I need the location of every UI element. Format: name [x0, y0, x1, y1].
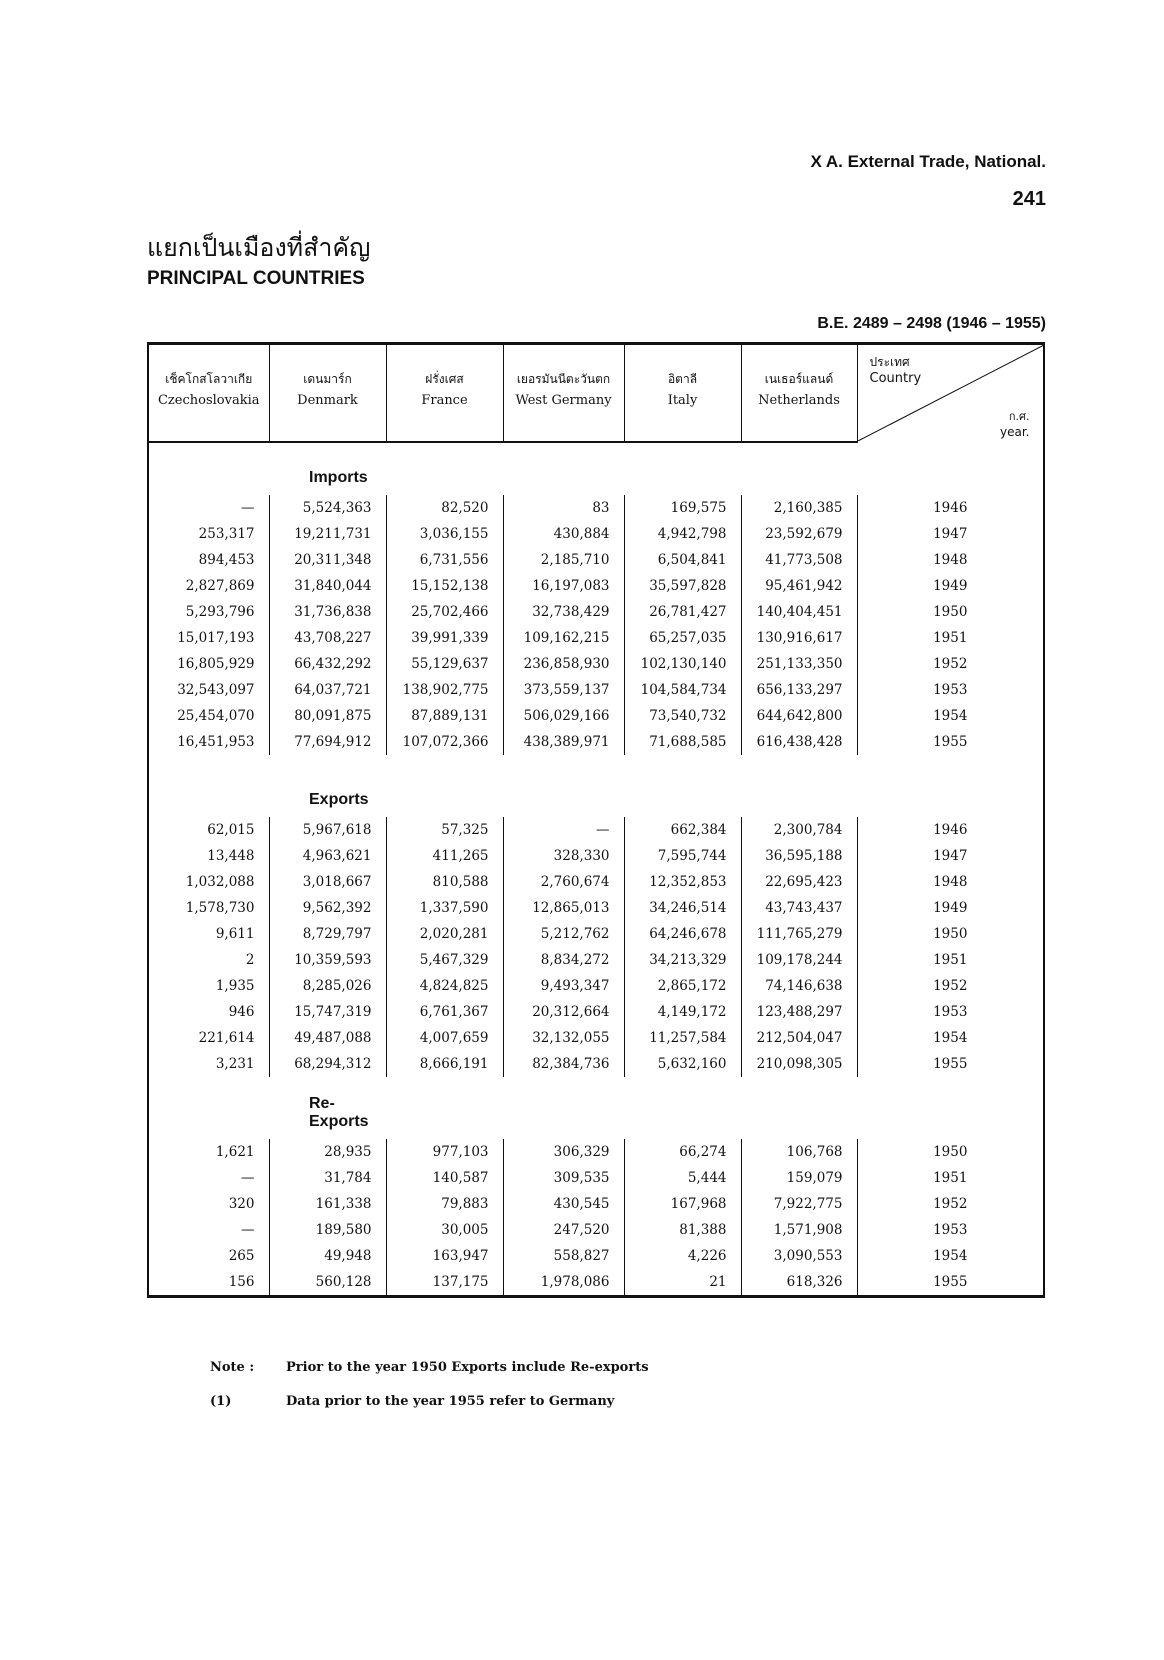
table-cell: 83: [503, 495, 624, 521]
table-cell: 8,285,026: [269, 973, 386, 999]
table-cell: 16,451,953: [148, 729, 269, 755]
table-cell: 35,597,828: [624, 573, 741, 599]
table-cell: 6,761,367: [386, 999, 503, 1025]
table-cell: 31,840,044: [269, 573, 386, 599]
year-cell: 1950: [857, 921, 1044, 947]
table-cell: 163,947: [386, 1243, 503, 1269]
table-cell: 12,352,853: [624, 869, 741, 895]
year-cell: 1948: [857, 869, 1044, 895]
table-cell: 64,037,721: [269, 677, 386, 703]
table-cell: 31,784: [269, 1165, 386, 1191]
table-row: [148, 817, 1044, 843]
table-cell: 65,257,035: [624, 625, 741, 651]
table-cell: 1,032,088: [148, 869, 269, 895]
table-cell: 221,614: [148, 1025, 269, 1051]
table-row: [148, 843, 1044, 869]
table-cell: 2,185,710: [503, 547, 624, 573]
note-text: Prior to the year 1950 Exports include Re-exports: [286, 1360, 649, 1375]
table-cell: 20,311,348: [269, 547, 386, 573]
table-cell: 9,611: [148, 921, 269, 947]
table-cell: 32,738,429: [503, 599, 624, 625]
table-row: [148, 869, 1044, 895]
table-cell: 11,257,584: [624, 1025, 741, 1051]
col-en-west-germany: West Germany: [503, 389, 624, 442]
table-row: [148, 521, 1044, 547]
section-heading: X A. External Trade, National.: [810, 152, 1046, 171]
table-cell: 9,493,347: [503, 973, 624, 999]
table-cell: 66,274: [624, 1139, 741, 1165]
table-cell: 8,666,191: [386, 1051, 503, 1077]
year-cell: 1955: [857, 729, 1044, 755]
table-row: [148, 729, 1044, 755]
table-row: [148, 677, 1044, 703]
table-cell: 104,584,734: [624, 677, 741, 703]
table-cell: 1,935: [148, 973, 269, 999]
table-cell: 68,294,312: [269, 1051, 386, 1077]
table-cell: 662,384: [624, 817, 741, 843]
table-cell: —: [503, 817, 624, 843]
table-cell: 6,504,841: [624, 547, 741, 573]
table-cell: 140,404,451: [741, 599, 857, 625]
year-cell: 1951: [857, 625, 1044, 651]
table-cell: 3,036,155: [386, 521, 503, 547]
table-cell: 22,695,423: [741, 869, 857, 895]
table-cell: 210,098,305: [741, 1051, 857, 1077]
table-cell: 977,103: [386, 1139, 503, 1165]
table-cell: 4,942,798: [624, 521, 741, 547]
table-cell: 36,595,188: [741, 843, 857, 869]
col-thai-italy: อิตาลี: [624, 344, 741, 390]
table-cell: 169,575: [624, 495, 741, 521]
year-cell: 1951: [857, 947, 1044, 973]
table-cell: 430,545: [503, 1191, 624, 1217]
table-cell: 8,834,272: [503, 947, 624, 973]
table-cell: 138,902,775: [386, 677, 503, 703]
section-label: Imports: [309, 469, 368, 486]
table-row: [148, 599, 1044, 625]
table-cell: 30,005: [386, 1217, 503, 1243]
table-cell: 80,091,875: [269, 703, 386, 729]
table-cell: 411,265: [386, 843, 503, 869]
table-cell: 82,384,736: [503, 1051, 624, 1077]
table-cell: 123,488,297: [741, 999, 857, 1025]
table-cell: 946: [148, 999, 269, 1025]
table-cell: 2: [148, 947, 269, 973]
table-cell: 15,747,319: [269, 999, 386, 1025]
table-cell: 20,312,664: [503, 999, 624, 1025]
table-cell: 5,444: [624, 1165, 741, 1191]
year-cell: 1946: [857, 817, 1044, 843]
table-cell: 23,592,679: [741, 521, 857, 547]
table-cell: 9,562,392: [269, 895, 386, 921]
table-cell: 39,991,339: [386, 625, 503, 651]
table-cell: 616,438,428: [741, 729, 857, 755]
table-cell: 137,175: [386, 1269, 503, 1297]
year-cell: 1953: [857, 999, 1044, 1025]
table-cell: 560,128: [269, 1269, 386, 1297]
table-cell: 95,461,942: [741, 573, 857, 599]
table-cell: 320: [148, 1191, 269, 1217]
year-cell: 1948: [857, 547, 1044, 573]
table-cell: 87,889,131: [386, 703, 503, 729]
table-row: [148, 1025, 1044, 1051]
table-cell: 10,359,593: [269, 947, 386, 973]
section-label: Re-Exports: [309, 1095, 369, 1130]
table-cell: 247,520: [503, 1217, 624, 1243]
table-cell: 2,160,385: [741, 495, 857, 521]
table-cell: 618,326: [741, 1269, 857, 1297]
table-cell: 13,448: [148, 843, 269, 869]
year-cell: 1949: [857, 895, 1044, 921]
col-thai-denmark: เดนมาร์ก: [269, 344, 386, 390]
table-cell: 6,731,556: [386, 547, 503, 573]
table-cell: 43,743,437: [741, 895, 857, 921]
table-row: [148, 947, 1044, 973]
table-cell: 3,090,553: [741, 1243, 857, 1269]
table-cell: 2,760,674: [503, 869, 624, 895]
year-cell: 1955: [857, 1269, 1044, 1297]
table-cell: 5,967,618: [269, 817, 386, 843]
table-row: [148, 573, 1044, 599]
col-thai-west-germany: เยอรมันนีตะวันตก: [503, 344, 624, 390]
table-row: [148, 973, 1044, 999]
table-cell: 25,454,070: [148, 703, 269, 729]
table-cell: 21: [624, 1269, 741, 1297]
table-cell: 32,132,055: [503, 1025, 624, 1051]
table-cell: 107,072,366: [386, 729, 503, 755]
table-row: [148, 895, 1044, 921]
year-cell: 1950: [857, 599, 1044, 625]
table-cell: 109,162,215: [503, 625, 624, 651]
table-cell: 140,587: [386, 1165, 503, 1191]
table-cell: 2,865,172: [624, 973, 741, 999]
year-cell: 1952: [857, 651, 1044, 677]
table-cell: —: [148, 495, 269, 521]
table-cell: 15,152,138: [386, 573, 503, 599]
table-cell: 656,133,297: [741, 677, 857, 703]
table-cell: 306,329: [503, 1139, 624, 1165]
table-cell: 5,212,762: [503, 921, 624, 947]
table-cell: 7,922,775: [741, 1191, 857, 1217]
table-body: [148, 442, 1044, 1297]
table-cell: 3,231: [148, 1051, 269, 1077]
table-cell: 79,883: [386, 1191, 503, 1217]
table-cell: 12,865,013: [503, 895, 624, 921]
year-cell: 1946: [857, 495, 1044, 521]
table-cell: 438,389,971: [503, 729, 624, 755]
year-cell: 1947: [857, 843, 1044, 869]
footnote-label: (1): [210, 1394, 232, 1409]
year-cell: 1952: [857, 1191, 1044, 1217]
table-cell: 644,642,800: [741, 703, 857, 729]
corner-country-en: Country: [869, 371, 922, 386]
year-cell: 1951: [857, 1165, 1044, 1191]
year-cell: 1953: [857, 677, 1044, 703]
corner-year-thai: ก.ศ.: [1008, 410, 1030, 423]
footnote-text: Data prior to the year 1955 refer to Germany: [286, 1394, 615, 1409]
table-cell: 430,884: [503, 521, 624, 547]
table-cell: 57,325: [386, 817, 503, 843]
table-row: [148, 1217, 1044, 1243]
table-cell: 810,588: [386, 869, 503, 895]
table-cell: 4,149,172: [624, 999, 741, 1025]
year-cell: 1952: [857, 973, 1044, 999]
table-row: [148, 1269, 1044, 1297]
table-cell: 16,805,929: [148, 651, 269, 677]
table-cell: 102,130,140: [624, 651, 741, 677]
table-cell: 5,524,363: [269, 495, 386, 521]
year-cell: 1955: [857, 1051, 1044, 1077]
year-cell: 1954: [857, 703, 1044, 729]
col-thai-czechoslovakia: เช็คโกสโลวาเกีย: [148, 344, 269, 390]
table-cell: 55,129,637: [386, 651, 503, 677]
table-cell: 25,702,466: [386, 599, 503, 625]
table-cell: 5,467,329: [386, 947, 503, 973]
year-cell: 1954: [857, 1025, 1044, 1051]
table-cell: 4,963,621: [269, 843, 386, 869]
period-label: B.E. 2489 – 2498 (1946 – 1955): [817, 315, 1046, 332]
table-cell: 66,432,292: [269, 651, 386, 677]
table-cell: 558,827: [503, 1243, 624, 1269]
table-cell: 1,571,908: [741, 1217, 857, 1243]
section-row: [148, 1087, 1044, 1139]
table-cell: 34,246,514: [624, 895, 741, 921]
col-en-denmark: Denmark: [269, 389, 386, 442]
table-cell: 26,781,427: [624, 599, 741, 625]
table-cell: 1,578,730: [148, 895, 269, 921]
table-cell: 236,858,930: [503, 651, 624, 677]
year-cell: 1950: [857, 1139, 1044, 1165]
table-cell: 1,978,086: [503, 1269, 624, 1297]
table-row: [148, 1165, 1044, 1191]
table-cell: 15,017,193: [148, 625, 269, 651]
col-en-italy: Italy: [624, 389, 741, 442]
table-cell: 212,504,047: [741, 1025, 857, 1051]
table-cell: —: [148, 1217, 269, 1243]
col-en-france: France: [386, 389, 503, 442]
notes: [210, 1360, 649, 1428]
table-cell: 894,453: [148, 547, 269, 573]
table-cell: 5,632,160: [624, 1051, 741, 1077]
table-row: [148, 999, 1044, 1025]
table-row: [148, 921, 1044, 947]
table-cell: 49,948: [269, 1243, 386, 1269]
section-label: Exports: [309, 791, 369, 808]
corner-year-en: year.: [1000, 425, 1030, 439]
year-cell: 1949: [857, 573, 1044, 599]
table-cell: 328,330: [503, 843, 624, 869]
table-cell: 373,559,137: [503, 677, 624, 703]
title-english: PRINCIPAL COUNTRIES: [147, 268, 365, 289]
table-cell: 130,916,617: [741, 625, 857, 651]
spacer-row: [148, 755, 1044, 765]
table-cell: 189,580: [269, 1217, 386, 1243]
table-row: [148, 495, 1044, 521]
table-row: [148, 547, 1044, 573]
section-row: [148, 765, 1044, 817]
table-cell: 82,520: [386, 495, 503, 521]
table-cell: 32,543,097: [148, 677, 269, 703]
table-cell: 506,029,166: [503, 703, 624, 729]
note-label: Note :: [210, 1360, 255, 1375]
table-cell: 156: [148, 1269, 269, 1297]
year-cell: 1954: [857, 1243, 1044, 1269]
table-cell: 161,338: [269, 1191, 386, 1217]
table-cell: 16,197,083: [503, 573, 624, 599]
table-cell: 1,621: [148, 1139, 269, 1165]
col-thai-netherlands: เนเธอร์แลนด์: [741, 344, 857, 390]
section-row: [148, 442, 1044, 495]
col-en-czechoslovakia: Czechoslovakia: [148, 389, 269, 442]
table-cell: 8,729,797: [269, 921, 386, 947]
table-row: [148, 1191, 1044, 1217]
table-cell: 4,824,825: [386, 973, 503, 999]
table-cell: 49,487,088: [269, 1025, 386, 1051]
table-cell: 167,968: [624, 1191, 741, 1217]
table-cell: 74,146,638: [741, 973, 857, 999]
table-cell: 19,211,731: [269, 521, 386, 547]
table-cell: 64,246,678: [624, 921, 741, 947]
table-cell: —: [148, 1165, 269, 1191]
table-cell: 28,935: [269, 1139, 386, 1165]
table-row: [148, 1243, 1044, 1269]
title-thai: แยกเป็นเมืองที่สำคัญ: [147, 233, 371, 262]
table-cell: 31,736,838: [269, 599, 386, 625]
table-cell: 2,020,281: [386, 921, 503, 947]
corner-country-thai: ประเทศ: [869, 355, 910, 369]
table-row: [148, 1051, 1044, 1077]
table-cell: 253,317: [148, 521, 269, 547]
table-cell: 2,300,784: [741, 817, 857, 843]
table-cell: 106,768: [741, 1139, 857, 1165]
table-cell: 4,226: [624, 1243, 741, 1269]
table-cell: 309,535: [503, 1165, 624, 1191]
table-cell: 73,540,732: [624, 703, 741, 729]
table-row: [148, 651, 1044, 677]
table-cell: 109,178,244: [741, 947, 857, 973]
table-row: [148, 703, 1044, 729]
table-cell: 7,595,744: [624, 843, 741, 869]
table-cell: 43,708,227: [269, 625, 386, 651]
table-cell: 77,694,912: [269, 729, 386, 755]
table-cell: 62,015: [148, 817, 269, 843]
table-cell: 265: [148, 1243, 269, 1269]
table-cell: 251,133,350: [741, 651, 857, 677]
table-cell: 3,018,667: [269, 869, 386, 895]
table-cell: 34,213,329: [624, 947, 741, 973]
year-cell: 1947: [857, 521, 1044, 547]
page-number: 241: [1012, 188, 1046, 210]
spacer-row: [148, 1077, 1044, 1087]
col-thai-france: ฝรั่งเศส: [386, 344, 503, 390]
table-cell: 159,079: [741, 1165, 857, 1191]
col-en-netherlands: Netherlands: [741, 389, 857, 442]
corner-header: [857, 344, 1044, 443]
table-row: [148, 625, 1044, 651]
table-cell: 1,337,590: [386, 895, 503, 921]
table-cell: 41,773,508: [741, 547, 857, 573]
table-row: [148, 1139, 1044, 1165]
table-cell: 2,827,869: [148, 573, 269, 599]
year-cell: 1953: [857, 1217, 1044, 1243]
table-cell: 4,007,659: [386, 1025, 503, 1051]
trade-table: [147, 342, 1045, 1298]
table-cell: 5,293,796: [148, 599, 269, 625]
table-cell: 71,688,585: [624, 729, 741, 755]
table-cell: 111,765,279: [741, 921, 857, 947]
table-cell: 81,388: [624, 1217, 741, 1243]
